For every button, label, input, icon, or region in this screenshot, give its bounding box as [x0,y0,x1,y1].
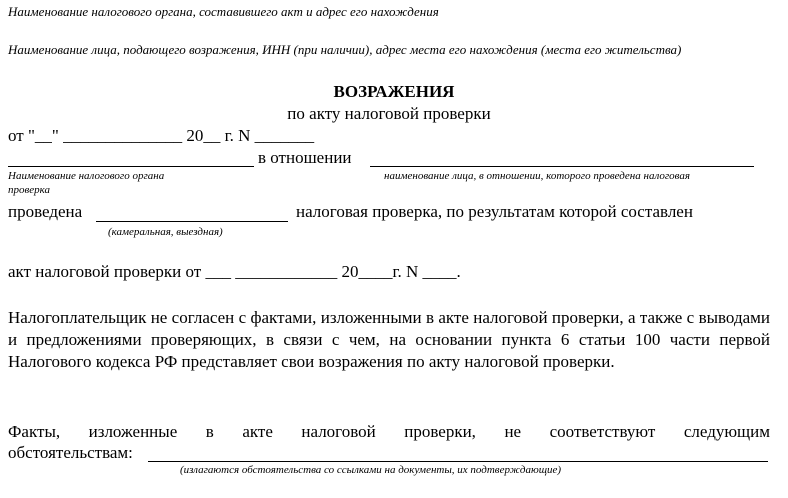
objector-caption: Наименование лица, подающего возражения, ИНН (при наличии), адрес места его нахождения (места его жительства) [8,42,682,57]
date-line: от "__" ______________ 20__ г. N _______ [8,126,315,145]
circumstances-caption: (излагаются обстоятельства со ссылками на документы, их подтверждающие) [180,464,562,476]
inspected-person-caption: наименование лица, в отношении, которого проведена налоговая [384,170,690,182]
inspected-person-caption-cont: проверка [8,184,51,196]
objection-paragraph: Налогоплательщик не согласен с фактами, изложенными в акте налоговой проверки, а также с выводами и предложениями проверяющих, в связи с чем, на основании пункта 6 статьи 100 части первой Налогового кодекса РФ представляет свои возражения по акту налоговой проверки. [8,308,770,371]
inspection-prefix: проведена [8,202,83,221]
act-line: акт налоговой проверки от ___ ____________ 20____г. N ____. [8,262,461,281]
circumstances-label: обстоятельствам: [8,443,133,462]
relation-label: в отношении [258,148,352,167]
inspection-type-blank [96,221,288,222]
circumstances-blank [148,461,768,462]
facts-paragraph: Факты, изложенные в акте налоговой проверки, не соответствуют следующим [8,422,770,441]
relation-blank [370,166,754,167]
tax-authority-caption: Наименование налогового органа, составившего акт и адрес его нахождения [8,4,439,19]
inspection-type-caption: (камеральная, выездная) [108,226,223,238]
inspection-suffix: налоговая проверка, по результатам которой составлен [296,202,693,221]
tax-authority-blank [8,166,254,167]
tax-authority-name-caption: Наименование налогового органа [8,170,165,182]
document-title: ВОЗРАЖЕНИЯ [333,82,455,101]
document-subtitle: по акту налоговой проверки [287,104,491,123]
